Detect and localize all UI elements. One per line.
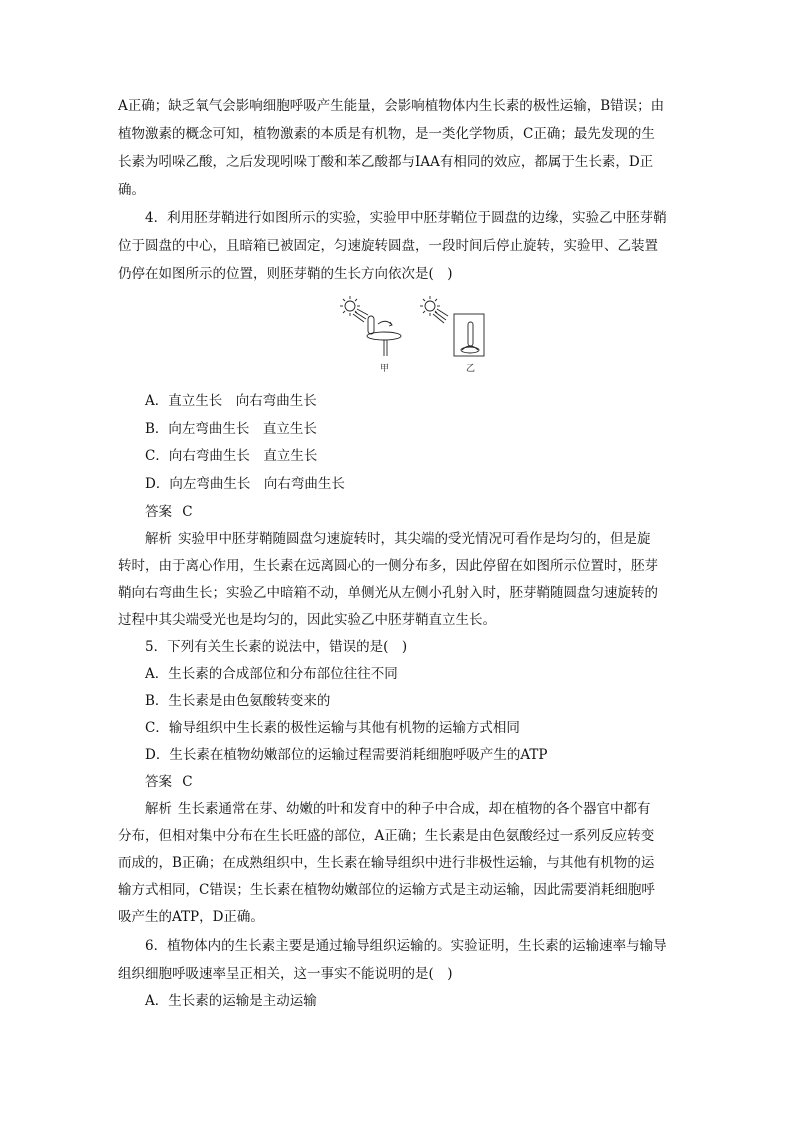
analysis-line: 转时，由于离心作用，生长素在远离圆心的一侧分布多，因此停留在如图所示位置时，胚芽 — [118, 558, 658, 574]
analysis-label: 解析 — [145, 801, 172, 817]
paragraph-line: 植物激素的概念可知，植物激素的本质是有机物，是一类化学物质，C正确；最先发现的生 — [118, 126, 655, 142]
option-d: D．向左弯曲生长 向右弯曲生长 — [145, 476, 345, 492]
answer-line — [145, 502, 705, 522]
option-a: A．生长素的运输是主动运输 — [145, 993, 317, 1009]
analysis-line: 而成的，B正确；在成熟组织中，生长素在输导组织中进行非极性运输，与其他有机物的运 — [118, 855, 655, 871]
question-4-stem: 4．利用胚芽鞘进行如图所示的实验，实验甲中胚芽鞘位于圆盘的边缘，实验乙中胚芽鞘 — [145, 210, 667, 226]
question-6-stem: 组织细胞呼吸速率呈正相关，这一事实不能说明的是( ) — [118, 966, 453, 982]
answer-value: C — [182, 504, 193, 520]
option-c: C．向右弯曲生长 直立生长 — [145, 448, 318, 464]
question-4-stem: 仍停在如图所示的位置，则胚芽鞘的生长方向依次是( ) — [118, 266, 453, 282]
dark-box-setup-yi — [454, 314, 484, 356]
analysis-text: 实验甲中胚芽鞘随圆盘匀速旋转时，其尖端的受光情况可看作是均匀的，但是旋 — [178, 531, 651, 547]
option-b: B．向左弯曲生长 直立生长 — [145, 421, 317, 437]
analysis-line — [145, 529, 705, 549]
experiment-figure — [330, 294, 500, 374]
option-a: A．直立生长 向右弯曲生长 — [145, 393, 317, 409]
option-c: C．输导组织中生长素的极性运输与其他有机物的运输方式相同 — [145, 720, 520, 736]
answer-value: C — [182, 774, 193, 790]
option-b: B．生长素是由色氨酸转变来的 — [145, 693, 331, 709]
analysis-text: 生长素通常在芽、幼嫩的叶和发育中的种子中合成，却在植物的各个器官中都有 — [178, 801, 651, 817]
analysis-line: 吸产生的ATP，D正确。 — [118, 909, 264, 925]
question-6-stem: 6．植物体内的生长素主要是通过输导组织运输的。实验证明，生长素的运输速率与输导 — [145, 938, 667, 954]
analysis-line: 输方式相同，C错误；生长素在植物幼嫩部位的运输方式是主动运输，因此需要消耗细胞呼 — [118, 882, 655, 898]
analysis-line — [145, 799, 705, 819]
paragraph-line: A正确；缺乏氧气会影响细胞呼吸产生能量，会影响植物体内生长素的极性运输，B错误；由 — [118, 98, 665, 114]
sun-icon-right — [420, 296, 448, 323]
answer-label: 答案 — [145, 774, 172, 790]
figure-label-yi: 乙 — [466, 364, 476, 374]
question-5-stem: 5．下列有关生长素的说法中，错误的是( ) — [145, 639, 408, 655]
analysis-label: 解析 — [145, 531, 172, 547]
option-a: A．生长素的合成部位和分布部位往往不同 — [145, 666, 398, 682]
sun-icon-left — [340, 296, 368, 322]
analysis-line: 过程中其尖端受光也是均匀的，因此实验乙中胚芽鞘直立生长。 — [118, 612, 496, 628]
paragraph-line: 确。 — [118, 182, 145, 198]
analysis-line: 鞘向右弯曲生长；实验乙中暗箱不动，单侧光从左侧小孔射入时，胚芽鞘随圆盘匀速旋转的 — [118, 585, 658, 601]
turntable-setup-jia — [367, 316, 401, 356]
answer-label: 答案 — [145, 504, 172, 520]
question-4-stem: 位于圆盘的中心，且暗箱已被固定，匀速旋转圆盘，一段时间后停止旋转，实验甲、乙装置 — [118, 238, 658, 254]
option-d: D．生长素在植物幼嫩部位的运输过程需要消耗细胞呼吸产生的ATP — [145, 747, 548, 763]
answer-line — [145, 772, 705, 792]
figure-label-jia: 甲 — [380, 364, 390, 374]
analysis-line: 分布，但相对集中分布在生长旺盛的部位，A正确；生长素是由色氨酸经过一系列反应转变 — [118, 828, 655, 844]
paragraph-line: 长素为吲哚乙酸，之后发现吲哚丁酸和苯乙酸都与IAA有相同的效应，都属于生长素，D正 — [118, 154, 654, 170]
